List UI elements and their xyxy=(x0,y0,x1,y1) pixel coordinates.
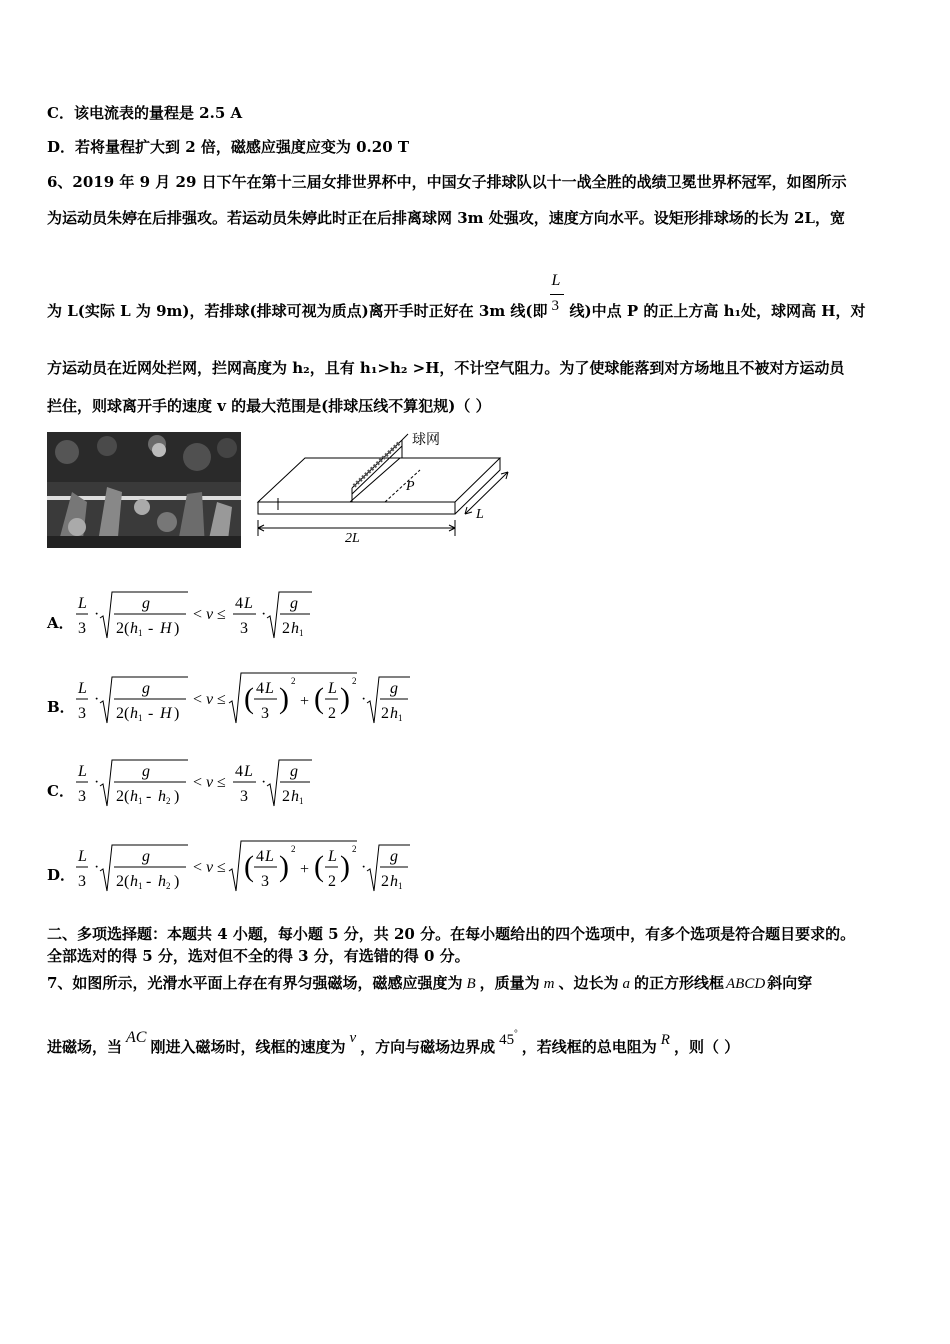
q6-line-3-part-a: 为 L(实际 L 为 9m)，若排球(排球可视为质点)离开手时正好在 3m 线(即 xyxy=(47,302,548,320)
svg-text:H: H xyxy=(160,705,172,722)
option-c-label: C． xyxy=(47,782,74,800)
svg-text:·: · xyxy=(94,606,100,623)
symbol-45: 45° xyxy=(499,1028,518,1048)
svg-text:1: 1 xyxy=(299,628,304,638)
q6-line-3-part-b: 线)中点 P 的正上方高 h₁处，球网高 H，对 xyxy=(569,302,866,320)
question-7-line-1 xyxy=(47,973,812,994)
svg-text:h: h xyxy=(130,788,138,805)
svg-text:4: 4 xyxy=(235,763,243,780)
svg-text:1: 1 xyxy=(398,881,403,891)
svg-text:≤: ≤ xyxy=(217,774,226,791)
symbol-r: R xyxy=(660,1032,670,1048)
svg-text:v: v xyxy=(206,606,214,623)
svg-text:-: - xyxy=(148,705,154,722)
svg-text:-: - xyxy=(148,620,154,637)
svg-text:1: 1 xyxy=(138,713,143,723)
question-6-line-5: 拦住，则球离开手的速度 v 的最大范围是(排球压线不算犯规)（ ） xyxy=(47,397,491,415)
svg-text:g: g xyxy=(290,595,298,612)
svg-text:+: + xyxy=(300,693,310,710)
symbol-abcd: ABCD xyxy=(726,976,766,992)
svg-text:L: L xyxy=(78,848,87,865)
svg-text:g: g xyxy=(390,680,398,697)
svg-text:2(: 2( xyxy=(116,873,130,890)
svg-text:1: 1 xyxy=(138,881,143,891)
svg-text:2: 2 xyxy=(352,844,357,854)
svg-text:+: + xyxy=(300,861,310,878)
svg-text:2: 2 xyxy=(291,844,296,854)
svg-text:-: - xyxy=(146,873,152,890)
svg-text:3: 3 xyxy=(240,620,248,637)
q7-line-2-part-a: 进磁场，当 xyxy=(47,1038,123,1056)
svg-text:L: L xyxy=(328,848,337,865)
svg-text:3: 3 xyxy=(78,788,86,805)
option-b-formula xyxy=(72,670,432,734)
svg-text:v: v xyxy=(206,691,214,708)
svg-text:L: L xyxy=(328,680,337,697)
volleyball-photo xyxy=(47,432,241,548)
svg-text:4: 4 xyxy=(235,595,243,612)
svg-text:h: h xyxy=(158,873,166,890)
svg-text:): ) xyxy=(340,682,350,715)
svg-text:≤: ≤ xyxy=(217,606,226,623)
symbol-m: m xyxy=(543,976,555,992)
svg-text:h: h xyxy=(291,788,299,805)
svg-text:2: 2 xyxy=(381,873,389,890)
svg-text:2: 2 xyxy=(166,796,171,806)
svg-text:2(: 2( xyxy=(116,788,130,805)
svg-text:2: 2 xyxy=(291,676,296,686)
option-c-text: C．该电流表的量程是 2.5 A xyxy=(47,104,243,122)
question-6-line-4: 方运动员在近网处拦网，拦网高度为 h₂，且有 h₁>h₂ >H，不计空气阻力。为了使球能落到对方场地且不被对方运动员 xyxy=(47,359,845,377)
svg-text:-: - xyxy=(146,788,152,805)
q7-line-2-part-d: ，若线框的总电阻为 xyxy=(521,1038,657,1056)
svg-text:4: 4 xyxy=(256,680,264,697)
svg-text:2(: 2( xyxy=(116,705,130,722)
svg-text:g: g xyxy=(390,848,398,865)
svg-text:(: ( xyxy=(314,682,324,715)
question-7-line-2 xyxy=(47,1028,740,1059)
option-a-label: A． xyxy=(47,614,74,632)
svg-text:H: H xyxy=(160,620,172,637)
width-l-label: L xyxy=(476,507,484,522)
svg-text:(: ( xyxy=(244,850,254,883)
svg-text:≤: ≤ xyxy=(217,691,226,708)
question-6-line-3 xyxy=(47,272,866,321)
section-2-heading-line-1: 二、多项选择题：本题共 4 小题，每小题 5 分，共 20 分。在每小题给出的四个选项中，有多个选项是符合题目要求的。 xyxy=(47,925,856,943)
svg-text:2: 2 xyxy=(166,881,171,891)
svg-text:<: < xyxy=(193,774,203,791)
svg-text:g: g xyxy=(142,595,150,612)
length-2l-label: 2L xyxy=(345,531,360,546)
svg-text:2(: 2( xyxy=(116,620,130,637)
svg-text:·: · xyxy=(94,774,100,791)
svg-text:): ) xyxy=(174,873,180,890)
svg-text:·: · xyxy=(261,774,267,791)
option-a-formula xyxy=(72,588,332,648)
svg-text:L: L xyxy=(78,763,87,780)
svg-text:h: h xyxy=(130,620,138,637)
svg-text:h: h xyxy=(158,788,166,805)
svg-text:2: 2 xyxy=(381,705,389,722)
svg-text:·: · xyxy=(361,691,367,708)
q7-line-1-part-d: 的正方形线框 xyxy=(634,974,725,992)
svg-text:·: · xyxy=(261,606,267,623)
svg-text:L: L xyxy=(78,680,87,697)
svg-text:2: 2 xyxy=(282,788,290,805)
symbol-b: B xyxy=(466,976,476,992)
option-d-text: D．若将量程扩大到 2 倍，磁感应强度应变为 0.20 T xyxy=(47,138,410,156)
svg-text:): ) xyxy=(279,850,289,883)
svg-text:(: ( xyxy=(314,850,324,883)
svg-text:3: 3 xyxy=(240,788,248,805)
svg-text:2: 2 xyxy=(328,873,336,890)
svg-text:): ) xyxy=(174,620,180,637)
svg-text:h: h xyxy=(130,705,138,722)
svg-text:·: · xyxy=(361,859,367,876)
svg-text:): ) xyxy=(279,682,289,715)
svg-text:3: 3 xyxy=(261,873,269,890)
svg-text:2: 2 xyxy=(328,705,336,722)
svg-text:3: 3 xyxy=(78,705,86,722)
svg-text:L: L xyxy=(78,595,87,612)
svg-text:h: h xyxy=(390,873,398,890)
symbol-a: a xyxy=(622,976,630,992)
svg-text:·: · xyxy=(94,691,100,708)
question-6-line-1: 6、2019 年 9 月 29 日下午在第十三届女排世界杯中，中国女子排球队以十一战全胜的战绩卫冕世界杯冠军，如图所示 xyxy=(47,173,847,191)
svg-text:h: h xyxy=(130,873,138,890)
section-2-heading-line-2: 全部选对的得 5 分，选对但不全的得 3 分，有选错的得 0 分。 xyxy=(47,947,470,965)
svg-text:2: 2 xyxy=(282,620,290,637)
q7-line-2-part-b: 刚进入磁场时，线框的速度为 xyxy=(150,1038,346,1056)
q7-line-1-part-b: ，质量为 xyxy=(479,974,540,992)
option-c-formula xyxy=(72,756,332,816)
svg-text:g: g xyxy=(142,763,150,780)
svg-text:4: 4 xyxy=(256,848,264,865)
svg-text:1: 1 xyxy=(299,796,304,806)
svg-text:v: v xyxy=(206,859,214,876)
svg-text:g: g xyxy=(142,680,150,697)
q7-line-2-part-c: ，方向与磁场边界成 xyxy=(360,1038,496,1056)
option-d-label: D． xyxy=(47,866,76,884)
svg-text:(: ( xyxy=(244,682,254,715)
svg-text:1: 1 xyxy=(138,796,143,806)
option-d-formula xyxy=(72,838,432,902)
court-diagram xyxy=(250,430,520,548)
svg-text:1: 1 xyxy=(398,713,403,723)
q7-line-2-part-e: ，则（ ） xyxy=(673,1038,740,1056)
point-p-label: P xyxy=(406,479,415,494)
q7-line-1-part-c: 、边长为 xyxy=(558,974,619,992)
svg-text:g: g xyxy=(142,848,150,865)
symbol-v: v xyxy=(349,1030,357,1046)
svg-text:h: h xyxy=(291,620,299,637)
net-label: 球网 xyxy=(412,432,440,448)
svg-text:v: v xyxy=(206,774,214,791)
svg-text:L: L xyxy=(265,680,274,697)
fraction-l-over-3: $\frac{L}{3}$ xyxy=(548,296,570,316)
svg-text:<: < xyxy=(193,606,203,623)
svg-text:L: L xyxy=(265,848,274,865)
svg-text:2: 2 xyxy=(352,676,357,686)
svg-text:<: < xyxy=(193,859,203,876)
svg-text:h: h xyxy=(390,705,398,722)
option-b-label: B． xyxy=(47,698,75,716)
svg-text:<: < xyxy=(193,691,203,708)
svg-text:3: 3 xyxy=(261,705,269,722)
svg-text:): ) xyxy=(340,850,350,883)
svg-text:L: L xyxy=(244,763,253,780)
svg-text:): ) xyxy=(174,705,180,722)
svg-text:·: · xyxy=(94,859,100,876)
svg-text:): ) xyxy=(174,788,180,805)
svg-text:≤: ≤ xyxy=(217,859,226,876)
q7-line-1-part-a: 7、如图所示，光滑水平面上存在有界匀强磁场，磁感应强度为 xyxy=(47,974,463,992)
svg-text:L: L xyxy=(244,595,253,612)
question-6-line-2: 为运动员朱婷在后排强攻。若运动员朱婷此时正在后排离球网 3m 处强攻，速度方向水平。设矩形排球场的长为 2L，宽 xyxy=(47,209,845,227)
symbol-ac: AC xyxy=(126,1029,147,1046)
svg-text:3: 3 xyxy=(78,620,86,637)
svg-text:g: g xyxy=(290,763,298,780)
svg-text:1: 1 xyxy=(138,628,143,638)
q7-line-1-part-e: 斜向穿 xyxy=(767,974,813,992)
svg-text:3: 3 xyxy=(78,873,86,890)
